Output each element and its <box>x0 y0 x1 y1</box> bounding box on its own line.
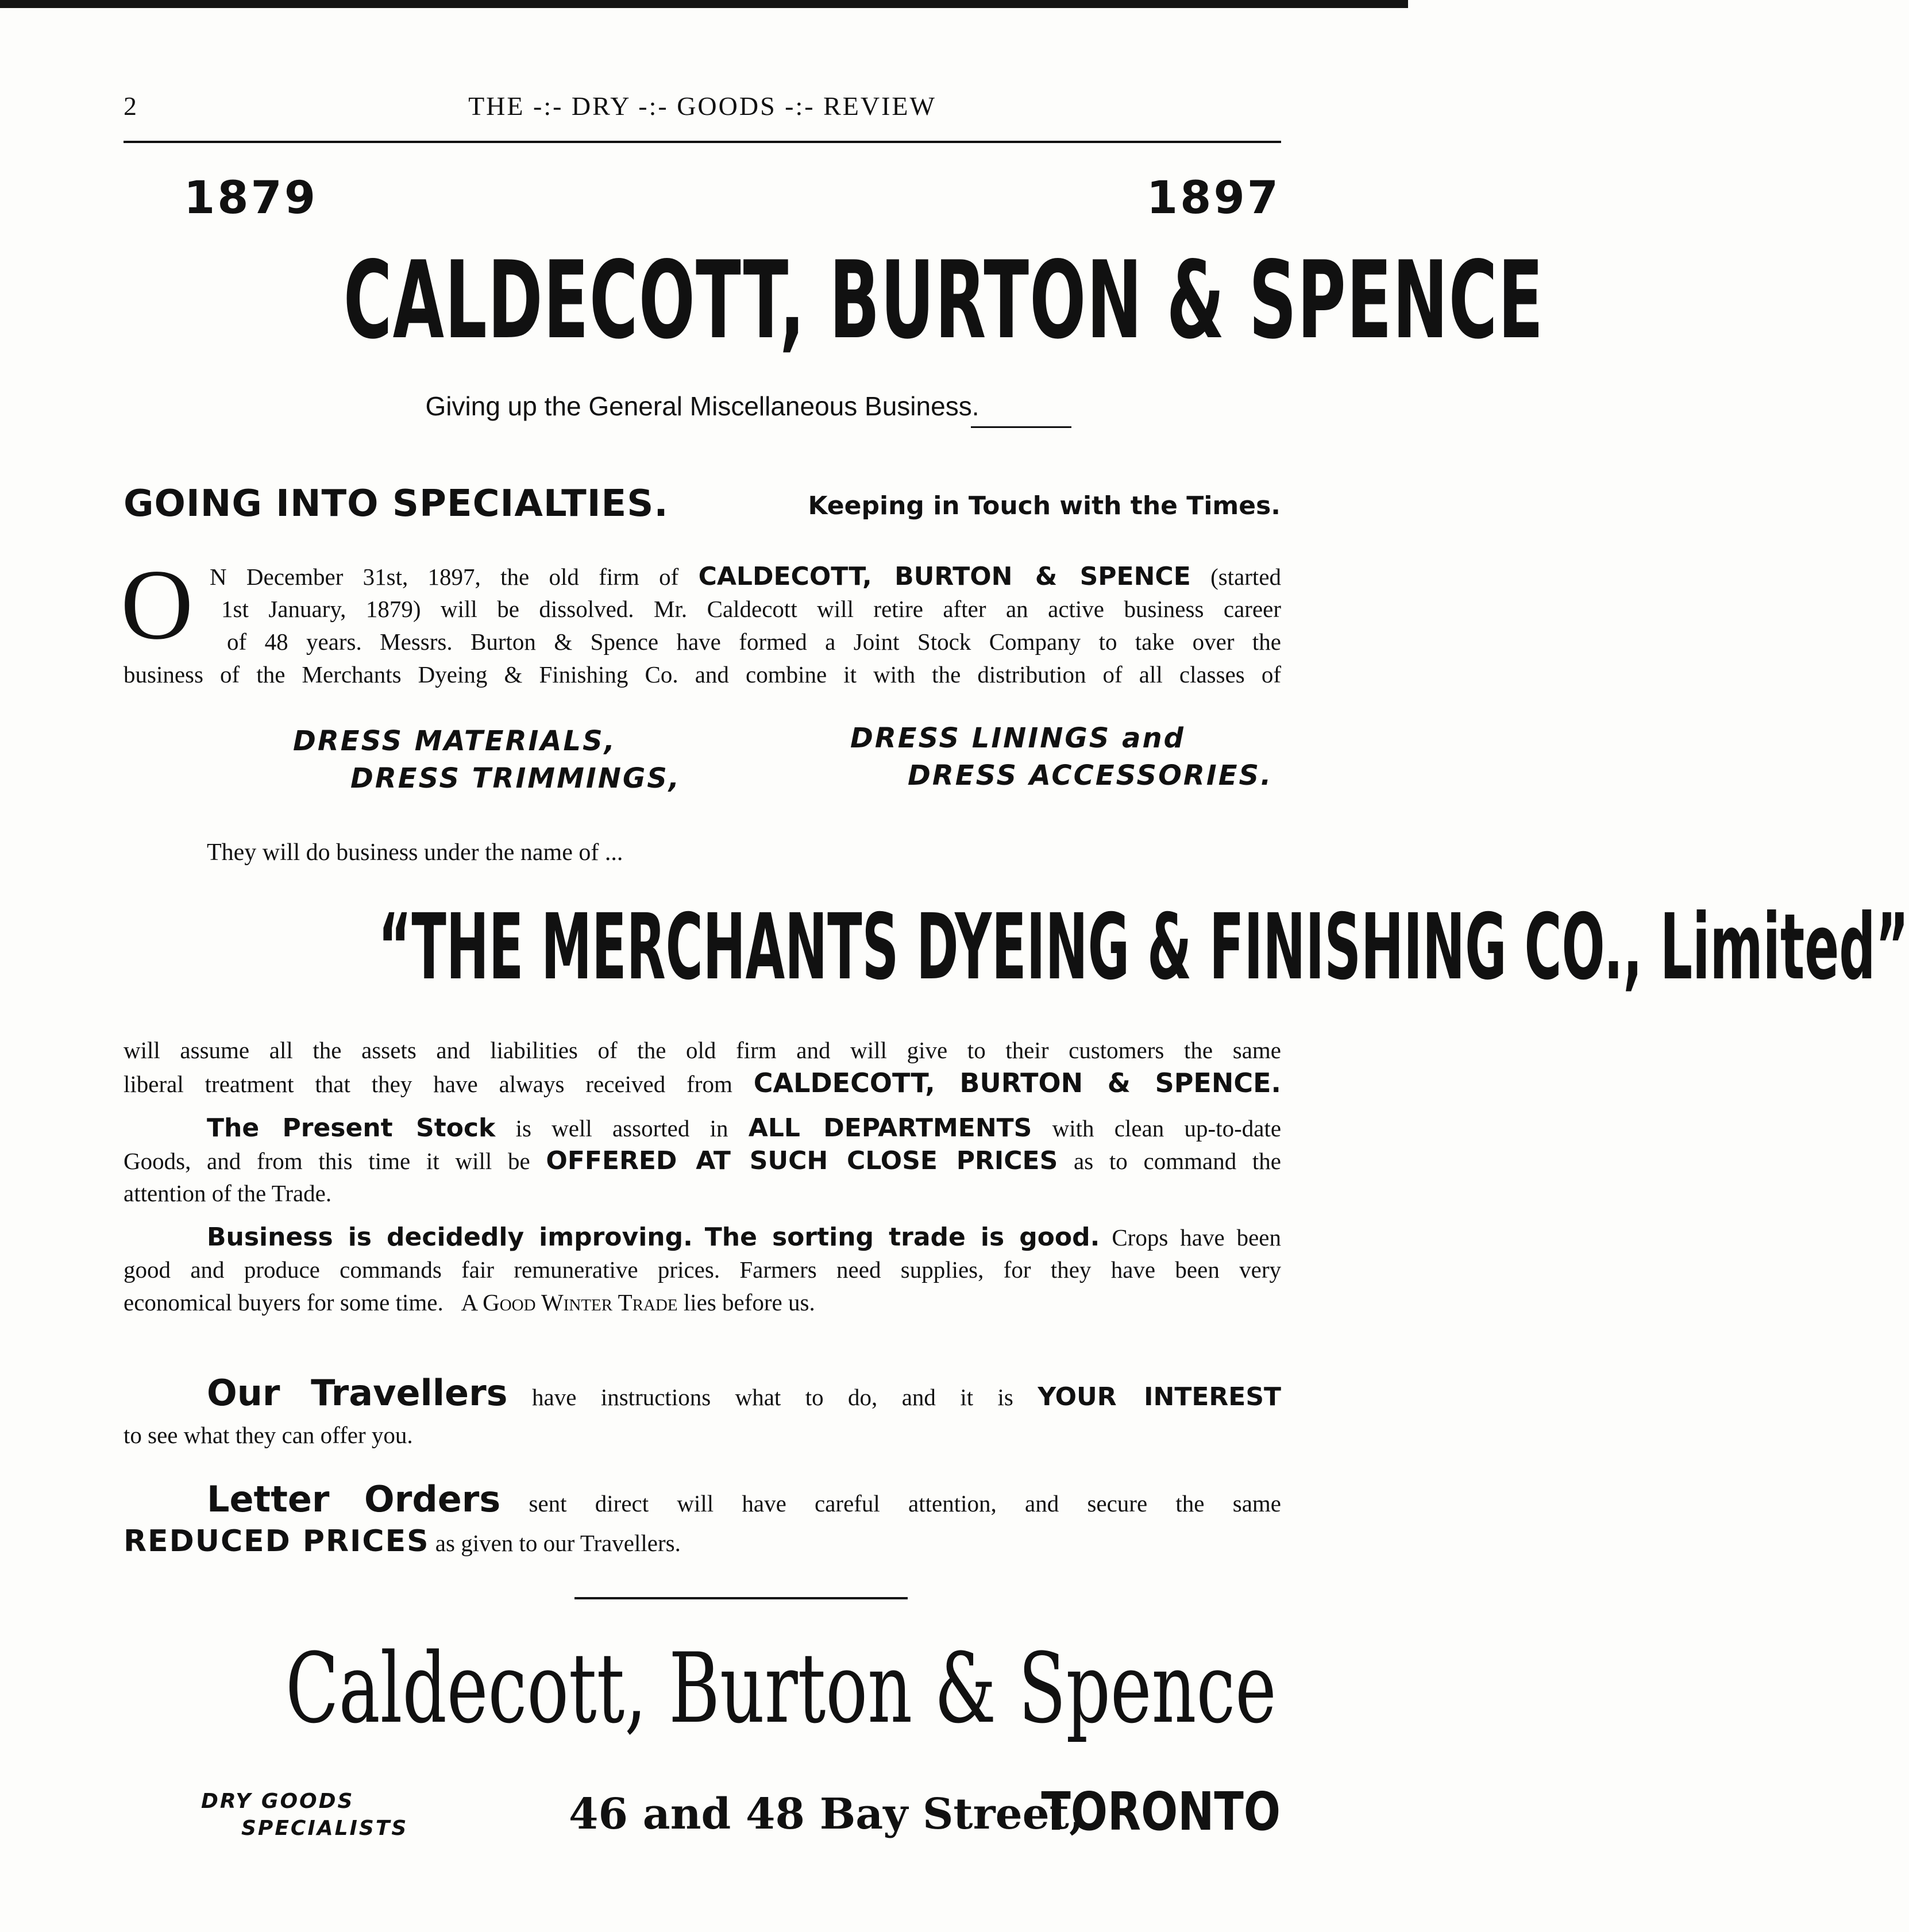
stock-line-2: Goods, and from this time it will be OFFERED AT SUCH CLOSE PRICES as to command the <box>124 1146 1282 1175</box>
business-line-2: good and produce commands fair remunerative prices. Farmers need supplies, for they have been very <box>124 1256 1281 1283</box>
drop-cap: O <box>121 549 194 660</box>
assume-line-2: liberal treatment that they have always received from CALDECOTT, BURTON & SPENCE. <box>124 1067 1282 1098</box>
travellers-line-2: to see what they can offer you. <box>124 1422 413 1448</box>
headline-specialties: GOING INTO SPECIALTIES. <box>124 483 669 525</box>
business-line-3: economical buyers for some time. A Good Winter Trade lies before us. <box>124 1289 815 1316</box>
city-name: TORONTO <box>1041 1781 1281 1842</box>
street-address: 46 and 48 Bay Street, <box>569 1790 1084 1839</box>
firm-name-inline: CALDECOTT, BURTON & SPENCE. <box>753 1067 1282 1098</box>
tagline-dry-goods: DRY GOODS <box>201 1790 354 1813</box>
announcement-line-1: N December 31st, 1897, the old firm of CALDECOTT, BURTON & SPENCE (started <box>210 562 1282 591</box>
page-number: 2 <box>124 91 137 121</box>
category-dress-accessories: DRESS ACCESSORIES. <box>908 759 1273 792</box>
journal-title: THE -:- DRY -:- GOODS -:- REVIEW <box>468 91 936 121</box>
subtitle: Giving up the General Miscellaneous Business. <box>425 391 979 421</box>
subtitle-underline <box>971 426 1071 428</box>
scan-top-edge <box>0 0 1408 8</box>
announcement-line-2: 1st January, 1879) will be dissolved. Mr. Caldecott will retire after an active business career <box>221 596 1281 622</box>
stock-line-1: The Present Stock is well assorted in ALL DEPARTMENTS with clean up-to-date <box>207 1113 1282 1143</box>
header-rule <box>124 141 1281 143</box>
firm-name-inline: CALDECOTT, BURTON & SPENCE <box>698 562 1191 591</box>
category-dress-trimmings: DRESS TRIMMINGS, <box>350 762 681 795</box>
headline-times: Keeping in Touch with the Times. <box>808 491 1281 520</box>
tagline-specialists: SPECIALISTS <box>241 1817 408 1840</box>
stock-line-3: attention of the Trade. <box>124 1180 332 1206</box>
announcement-line-4: business of the Merchants Dyeing & Finishing Co. and combine it with the distribution of all classes of <box>124 661 1281 688</box>
new-company-name: “THE MERCHANTS DYEING & FINISHING CO., Limited” <box>378 894 1909 1000</box>
running-head <box>124 86 1281 126</box>
category-dress-linings: DRESS LININGS and <box>850 722 1185 754</box>
announcement-line-3: of 48 years. Messrs. Burton & Spence have formed a Joint Stock Company to take over the <box>227 628 1281 655</box>
travellers-line-1: Our Travellers have instructions what to do, and it is YOUR INTEREST <box>207 1372 1282 1414</box>
name-intro: They will do business under the name of ... <box>207 839 623 866</box>
letter-orders-line-2: REDUCED PRICES as given to our Travellers. <box>124 1524 681 1559</box>
year-start: 1879 <box>184 172 318 224</box>
letter-orders-line-1: Letter Orders sent direct will have careful attention, and secure the same <box>207 1478 1281 1520</box>
assume-line-1: will assume all the assets and liabilities of the old firm and will give to their customers the same <box>124 1037 1281 1063</box>
section-divider <box>574 1597 908 1599</box>
category-dress-materials: DRESS MATERIALS, <box>293 725 616 757</box>
year-end: 1897 <box>1146 172 1281 224</box>
business-line-1: Business is decidedly improving. The sorting trade is good. Crops have been <box>207 1223 1282 1252</box>
firm-title: CALDECOTT, BURTON & SPENCE <box>343 238 1544 363</box>
signature-firm-name: Caldecott, Burton & Spence <box>286 1632 1276 1745</box>
